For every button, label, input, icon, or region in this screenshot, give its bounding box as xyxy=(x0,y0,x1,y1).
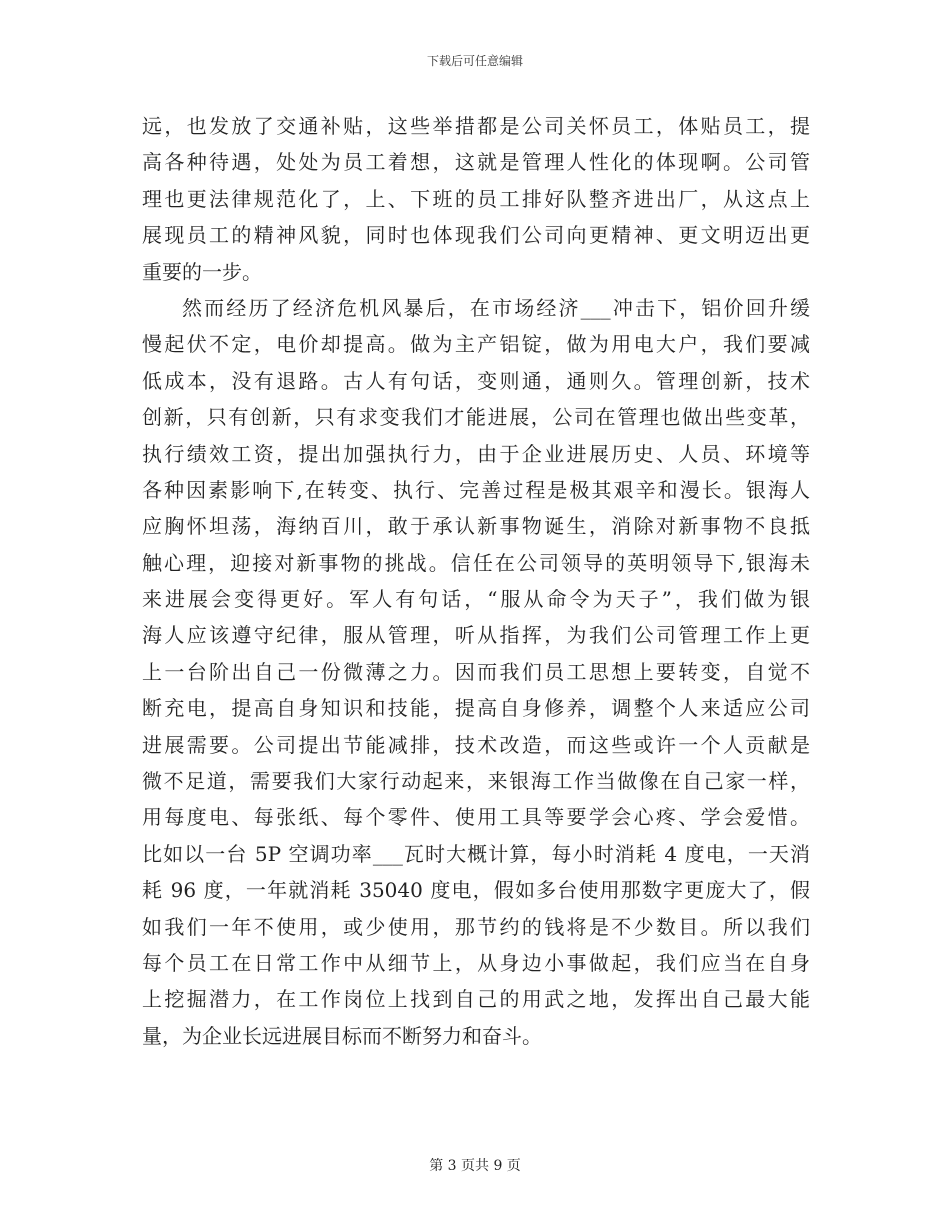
text-line: 上一台阶出自己一份微薄之力。因而我们员工思想上要转变，自觉不 xyxy=(142,659,810,684)
text-line: 远，也发放了交通补贴，这些举措都是公司关怀员工，体贴员工，提 xyxy=(142,114,810,138)
text-line: 来进展会变得更好。军人有句话，“服从命令为天子”，我们做为银 xyxy=(142,587,810,612)
text-line: 每个员工在日常工作中从细节上，从身边小事做起，我们应当在自身 xyxy=(142,950,810,975)
text-line: 耗 96 度，一年就消耗 35040 度电，假如多台使用那数字更庞大了，假 xyxy=(142,878,810,903)
text-line: 断充电，提高自身知识和技能，提高自身修养，调整个人来适应公司 xyxy=(142,696,810,721)
text-line: 执行绩效工资，提出加强执行力，由于企业进展历史、人员、环境等 xyxy=(142,441,810,466)
text-line: 慢起伏不定，电价却提高。做为主产铝锭，做为用电大户，我们要减 xyxy=(142,332,810,357)
text-line: 然而经历了经济危机风暴后，在市场经济___冲击下，铝价回升缓 xyxy=(182,295,810,320)
text-line: 低成本，没有退路。古人有句话，变则通，通则久。管理创新，技术 xyxy=(142,368,810,393)
text-line: 如我们一年不使用，或少使用，那节约的钱将是不少数目。所以我们 xyxy=(142,914,810,939)
text-line: 理也更法律规范化了，上、下班的员工排好队整齐进出厂，从这点上 xyxy=(142,186,810,211)
text-line: 触心理，迎接对新事物的挑战。信任在公司领导的英明领导下,银海未 xyxy=(142,550,810,575)
text-line: 进展需要。公司提出节能减排，技术改造，而这些或许一个人贡献是 xyxy=(142,732,810,757)
page-footer: 第 3 页共 9 页 xyxy=(429,1158,521,1174)
text-line: 高各种待遇，处处为员工着想，这就是管理人性化的体现啊。公司管 xyxy=(142,150,810,175)
text-line: 应胸怀坦荡，海纳百川，敢于承认新事物诞生，消除对新事物不良抵 xyxy=(142,514,810,539)
text-line: 重要的一步。 xyxy=(142,259,262,284)
text-line: 比如以一台 5P 空调功率___瓦时大概计算，每小时消耗 4 度电，一天消 xyxy=(142,841,810,866)
text-line: 各种因素影响下,在转变、执行、完善过程是极其艰辛和漫长。银海人 xyxy=(142,477,810,502)
text-line: 海人应该遵守纪律，服从管理，听从指挥，为我们公司管理工作上更 xyxy=(142,623,810,648)
text-line: 上挖掘潜力，在工作岗位上找到自己的用武之地，发挥出自己最大能 xyxy=(142,987,810,1012)
text-line: 用每度电、每张纸、每个零件、使用工具等要学会心疼、学会爱惜。 xyxy=(142,805,810,830)
page-header: 下载后可任意编辑 xyxy=(426,54,523,68)
text-line: 展现员工的精神风貌，同时也体现我们公司向更精神、更文明迈出更 xyxy=(142,223,810,248)
paragraph xyxy=(142,108,810,290)
text-line: 量，为企业长远进展目标而不断努力和奋斗。 xyxy=(142,1023,542,1048)
document-body xyxy=(142,108,810,1054)
text-line: 创新，只有创新，只有求变我们才能进展，公司在管理也做出些变革， xyxy=(142,405,810,430)
text-line: 微不足道，需要我们大家行动起来，来银海工作当做像在自己家一样， xyxy=(142,769,810,794)
paragraph xyxy=(142,290,810,1054)
